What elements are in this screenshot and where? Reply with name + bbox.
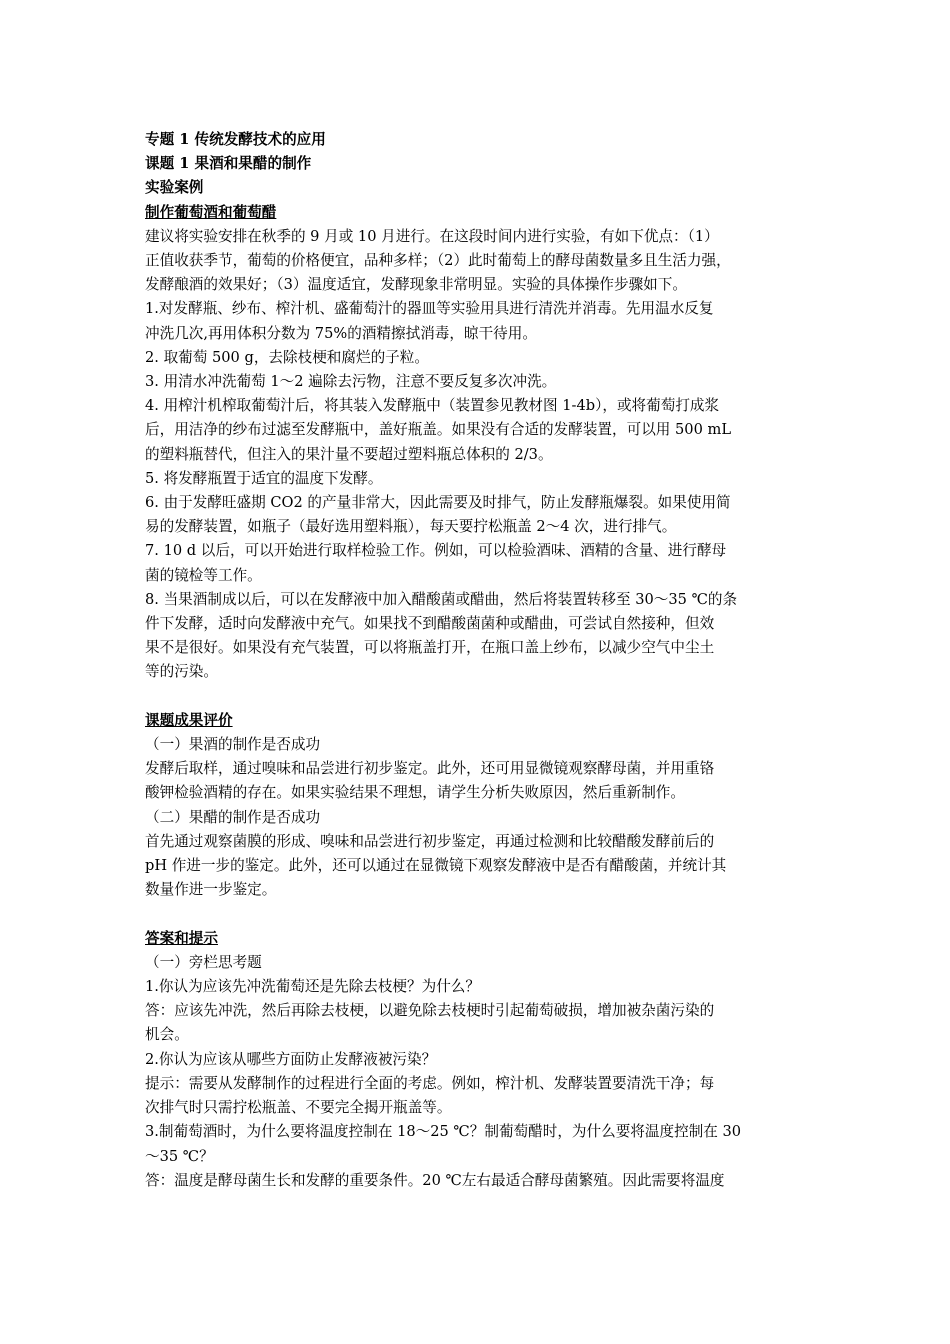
text-line: 5. 将发酵瓶置于适宜的温度下发酵。	[145, 469, 383, 487]
evaluation-heading: 课题成果评价	[145, 711, 233, 729]
text-line: 6. 由于发酵旺盛期 CO2 的产量非常大，因此需要及时排气，防止发酵瓶爆裂。如果使用简	[145, 494, 731, 512]
text-line: 建议将实验安排在秋季的 9 月或 10 月进行。在这段时间内进行实验，有如下优点：（1）	[145, 227, 719, 245]
text-line: 机会。	[145, 1026, 189, 1044]
text-line: 等的污染。	[145, 663, 218, 681]
intro-paragraph	[145, 225, 813, 298]
text-line: 次排气时只需拧松瓶盖、不要完全揭开瓶盖等。	[145, 1099, 452, 1117]
answers-heading: 答案和提示	[145, 929, 218, 947]
evaluation-section	[145, 733, 813, 902]
text-line: （一）果酒的制作是否成功	[145, 736, 321, 754]
text-line: 8. 当果酒制成以后，可以在发酵液中加入醋酸菌或醋曲，然后将装置转移至 30～35 ℃的条	[145, 590, 738, 608]
text-line: 答：温度是酵母菌生长和发酵的重要条件。20 ℃左右最适合酵母菌繁殖。因此需要将温度	[145, 1171, 725, 1189]
document-page	[145, 128, 813, 1193]
text-line: 菌的镜检等工作。	[145, 566, 262, 584]
text-line: 冲洗几次,再用体积分数为 75%的酒精擦拭消毒，晾干待用。	[145, 324, 537, 342]
answers-section	[145, 951, 813, 1193]
text-line: 果不是很好。如果没有充气装置，可以将瓶盖打开，在瓶口盖上纱布，以减少空气中尘土	[145, 639, 715, 657]
experiment-heading: 制作葡萄酒和葡萄醋	[145, 203, 277, 221]
blank-line	[145, 685, 813, 709]
text-line: 3. 用清水冲洗葡萄 1～2 遍除去污物，注意不要反复多次冲洗。	[145, 373, 557, 391]
text-line: 首先通过观察菌膜的形成、嗅味和品尝进行初步鉴定，再通过检测和比较醋酸发酵前后的	[145, 832, 715, 850]
text-line: 发酵酿酒的效果好；（3）温度适宜，发酵现象非常明显。实验的具体操作步骤如下。	[145, 276, 687, 294]
text-line: 答：应该先冲洗，然后再除去枝梗，以避免除去枝梗时引起葡萄破损，增加被杂菌污染的	[145, 1002, 715, 1020]
text-line: 1.你认为应该先冲洗葡萄还是先除去枝梗？为什么？	[145, 978, 480, 996]
text-line: ～35 ℃？	[145, 1147, 214, 1165]
text-line: 提示：需要从发酵制作的过程进行全面的考虑。例如，榨汁机、发酵装置要清洗干净；每	[145, 1074, 715, 1092]
text-line: 发酵后取样，通过嗅味和品尝进行初步鉴定。此外，还可用显微镜观察酵母菌，并用重铬	[145, 760, 715, 778]
text-line: 正值收获季节，葡萄的价格便宜，品种多样；（2）此时葡萄上的酵母菌数量多且生活力强，	[145, 252, 731, 270]
text-line: 2.你认为应该从哪些方面防止发酵液被污染？	[145, 1050, 437, 1068]
text-line: 件下发酵，适时向发酵液中充气。如果找不到醋酸菌菌种或醋曲，可尝试自然接种，但效	[145, 615, 715, 633]
topic-heading: 专题 1 传统发酵技术的应用	[145, 131, 326, 148]
text-line: 3.制葡萄酒时，为什么要将温度控制在 18～25 ℃？制葡萄醋时，为什么要将温度控制在 30	[145, 1123, 742, 1141]
text-line: 4. 用榨汁机榨取葡萄汁后，将其装入发酵瓶中（装置参见教材图 1-4b），或将葡萄打成浆	[145, 397, 720, 415]
text-line: （一）旁栏思考题	[145, 953, 262, 971]
text-line: 7. 10 d 以后，可以开始进行取样检验工作。例如，可以检验酒味、酒精的含量、进行酵母	[145, 542, 727, 560]
case-heading: 实验案例	[145, 179, 204, 197]
text-line: 数量作进一步鉴定。	[145, 881, 277, 899]
text-line: 1.对发酵瓶、纱布、榨汁机、盛葡萄汁的器皿等实验用具进行清洗并消毒。先用温水反复	[145, 300, 714, 318]
text-line: 的塑料瓶替代，但注入的果汁量不要超过塑料瓶总体积的 2/3。	[145, 445, 553, 463]
text-line: pH 作进一步的鉴定。此外，还可以通过在显微镜下观察发酵液中是否有醋酸菌，并统计其	[145, 857, 727, 875]
text-line: 酸钾检验酒精的存在。如果实验结果不理想，请学生分析失败原因，然后重新制作。	[145, 784, 685, 802]
text-line: 后，用洁净的纱布过滤至发酵瓶中，盖好瓶盖。如果没有合适的发酵装置，可以用 500 mL	[145, 421, 732, 439]
text-line: （二）果醋的制作是否成功	[145, 808, 321, 826]
blank-line	[145, 902, 813, 926]
lesson-heading: 课题 1 果酒和果醋的制作	[145, 155, 312, 173]
text-line: 2. 取葡萄 500 g，去除枝梗和腐烂的子粒。	[145, 348, 429, 366]
text-line: 易的发酵装置，如瓶子（最好选用塑料瓶），每天要拧松瓶盖 2～4 次，进行排气。	[145, 518, 677, 536]
steps-list	[145, 297, 813, 684]
